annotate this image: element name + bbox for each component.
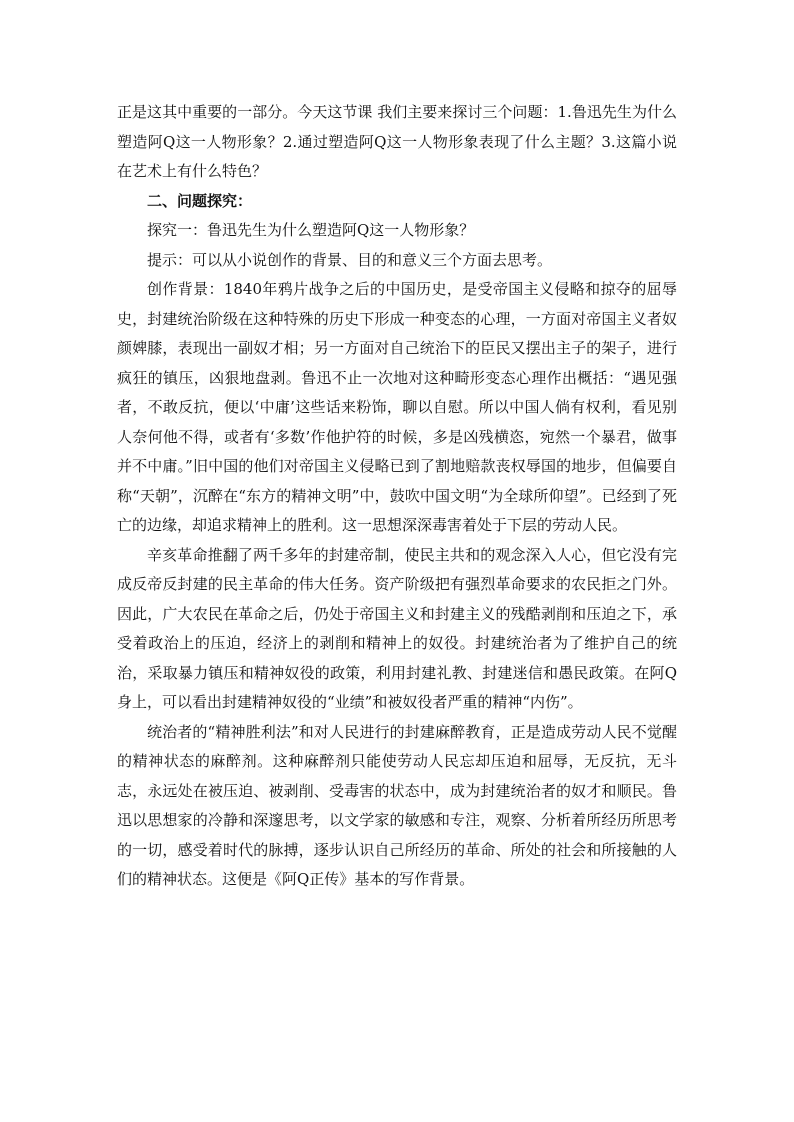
rulers-paragraph: 统治者的“精神胜利法”和对人民进行的封建麻醉教育，正是造成劳动人民不觉醒的精神状态的麻醉剂。这种麻醉剂只能使劳动人民忘却压迫和屈辱，无反抗，无斗志，永远处在被压迫、被剥削、受毒害的状态中，成为封建统治者的奴才和顺民。鲁迅以思想家的冷静和深邃思考，以文学家的敏感和专注，观察、分析着所经历所思考的一切，感受着时代的脉搏，逐步认识自己所经历的革命、所处的社会和所接触的人们的精神状态。这便是《阿Q正传》基本的写作背景。 bbox=[117, 722, 677, 888]
section-heading: 二、问题探究： bbox=[147, 191, 253, 210]
intro-paragraph: 正是这其中重要的一部分。今天这节课 我们主要来探讨三个问题：1.鲁迅先生为什么塑造阿Q这一人物形象？2.通过塑造阿Q这一人物形象表现了什么主题？3.这篇小说在艺术上有什么特色？ bbox=[117, 103, 677, 180]
revolution-paragraph: 辛亥革命推翻了两千多年的封建帝制，使民主共和的观念深入人心，但它没有完成反帝反封建的民主革命的伟大任务。资产阶级把有强烈革命要求的农民拒之门外。因此，广大农民在革命之后，仍处于帝国主义和封建主义的残酷剥削和压迫之下，承受着政治上的压迫，经济上的剥削和精神上的奴役。封建统治者为了维护自己的统治，采取暴力镇压和精神奴役的政策，利用封建礼教、封建迷信和愚民政策。在阿Q身上，可以看出封建精神奴役的“业绩”和被奴役者严重的精神“内伤”。 bbox=[117, 545, 677, 711]
hint-paragraph: 提示：可以从小说创作的背景、目的和意义三个方面去思考。 bbox=[147, 250, 553, 269]
background-paragraph: 创作背景：1840年鸦片战争之后的中国历史，是受帝国主义侵略和掠夺的屈辱史，封建统治阶级在这种特殊的历史下形成一种变态的心理，一方面对帝国主义者奴颜婢膝，表现出一副奴才相；另一方面对自己统治下的臣民又摆出主子的架子，进行疯狂的镇压，凶狠地盘剥。鲁迅不止一次地对这种畸形变态心理作出概括：“遇见强者，不敢反抗，便以‘中庸’这些话来粉饰，聊以自慰。所以中国人倘有权利，看见别人奈何他不得，或者有‘多数’作他护符的时候，多是凶残横恣，宛然一个暴君，做事并不中庸。”旧中国的他们对帝国主义侵略已到了割地赔款丧权辱国的地步，但偏要自称“天朝”，沉醉在“东方的精神文明”中，鼓吹中国文明“为全球所仰望”。已经到了死亡的边缘，却追求精神上的胜利。这一思想深深毒害着处于下层的劳动人民。 bbox=[117, 280, 677, 534]
document-page bbox=[117, 98, 677, 895]
exploration-question: 探究一：鲁迅先生为什么塑造阿Q这一人物形象？ bbox=[147, 221, 475, 239]
